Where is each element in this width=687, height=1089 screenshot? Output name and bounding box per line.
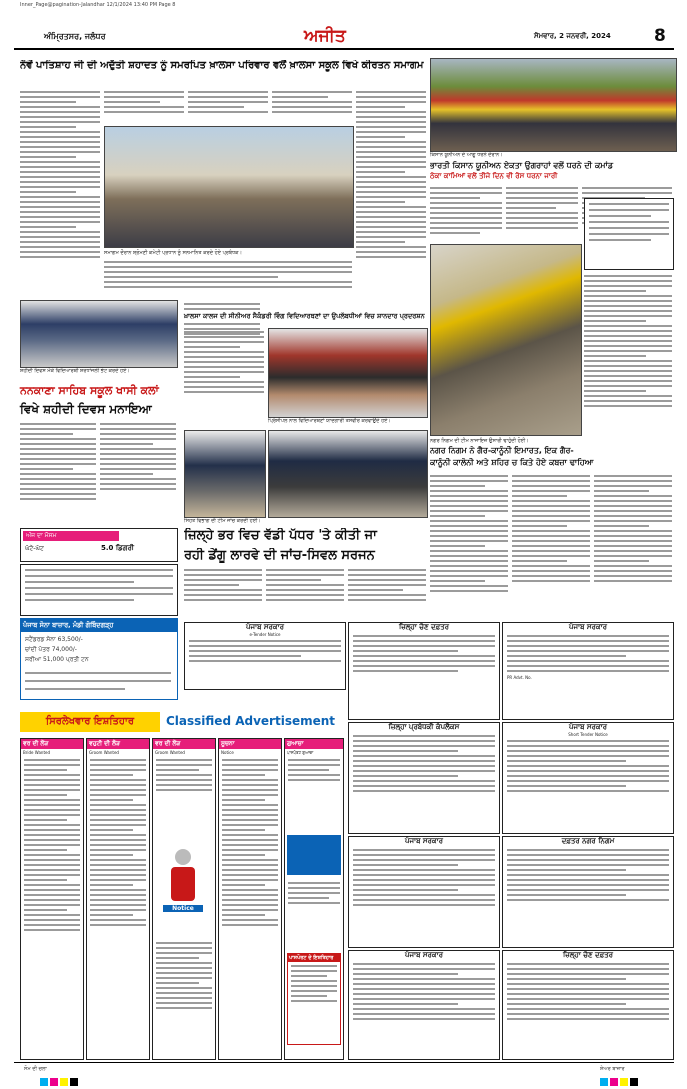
masthead-city: ਅੰਮ੍ਰਿਤਸਰ, ਜਲੰਧਰ	[44, 32, 106, 41]
gov-notice-7	[502, 836, 674, 948]
demolition-text-col2	[512, 472, 590, 620]
info-table	[20, 564, 178, 616]
health-headline1: ਜ਼ਿਲ੍ਹੇ ਭਰ ਵਿਚ ਵੱਡੀ ਪੱਧਰ 'ਤੇ ਕੀਤੀ ਜਾ	[184, 528, 377, 543]
lead-photo	[104, 126, 354, 248]
market-silver: ਚਾਂਦੀ ਪੱਤਰ 74,000/-	[25, 646, 77, 653]
classified-col1-sub: Bride Wanted	[23, 750, 51, 755]
weather-box	[20, 528, 178, 562]
gov-notice-5-title: ਪੰਜਾਬ ਸਰਕਾਰ	[568, 723, 607, 731]
lead-text-col5	[356, 88, 426, 296]
gov-notice-6	[348, 836, 500, 948]
gov-notice-9-title: ਜ਼ਿਲ੍ਹਾ ਚੋਣ ਦਫ਼ਤਰ	[562, 951, 614, 959]
classified-image-ad	[287, 835, 341, 875]
market-gold: ਸਟੈਂਡਰਡ ਸੋਨਾ 63,500/-	[25, 636, 83, 643]
classified-col-3	[152, 738, 216, 1060]
registration-swatch-yellow	[60, 1078, 68, 1086]
footer-left: ਸੋਮ ਦੀ ਚਲਾ	[24, 1066, 47, 1072]
weather-label: ਅੱਜ ਦਾ ਮੌਸਮ	[23, 531, 119, 541]
masthead-rule	[14, 48, 674, 50]
classified-title-en: Classified Advertisement	[166, 714, 336, 728]
classified-col-2	[86, 738, 150, 1060]
weather-value: 5.0 ਡਿਗਰੀ	[101, 544, 134, 552]
gov-notice-5	[502, 722, 674, 834]
lead-photo-caption: ਸਮਾਗਮ ਦੌਰਾਨ ਸ਼੍ਰੋਮਣੀ ਕਮੇਟੀ ਪ੍ਰਧਾਨ ਨੂੰ ਸਨਮਾਨਿਤ ਕਰਦੇ ਹੋਏ ਪ੍ਰਬੰਧਕ।	[104, 250, 242, 256]
gov-notice-4-title: ਜ਼ਿਲ੍ਹਾ ਪ੍ਰਬੰਧਕੀ ਕੰਪਲੈਕਸ	[388, 723, 460, 731]
protest-text-col2	[506, 184, 578, 240]
market-steel: ਸਰੀਆ 51,000 ਪ੍ਰਤੀ ਟਨ	[25, 656, 89, 663]
registration-swatch-magenta	[50, 1078, 58, 1086]
demolition-side-col	[584, 272, 672, 438]
market-title: ਪੰਜਾਬ ਸੋਨਾ ਬਾਜ਼ਾਰ, ਮੰਡੀ ਗੋਬਿੰਦਗੜ੍ਹ	[21, 619, 177, 632]
classified-col-5	[284, 738, 344, 1060]
masthead	[14, 26, 674, 46]
gov-notice-2-title: ਜ਼ਿਲ੍ਹਾ ਚੋਣ ਦਫ਼ਤਰ	[398, 623, 450, 631]
registration-swatch-black-2	[630, 1078, 638, 1086]
school-headline1: ਨਨਕਾਣਾ ਸਾਹਿਬ ਸਕੂਲ ਖਾਸੀ ਕਲਾਂ	[20, 384, 159, 397]
classified-header	[20, 712, 342, 734]
passport-box-title: ਪਾਸਪੋਰਟ ਦੇ ਇਸ਼ਤਿਹਾਰ	[288, 954, 340, 962]
function-photo-left	[184, 430, 266, 518]
demolition-photo	[430, 244, 582, 436]
protest-photo	[430, 58, 677, 152]
classified-col4-sub: Notice	[221, 750, 234, 755]
protest-headline1: ਭਾਰਤੀ ਕਿਸਾਨ ਯੂਨੀਅਨ ਏਕਤਾ ਉਗਰਾਹਾਂ ਵਲੋਂ ਧਰਨੇ ਦੀ ਕਮਾਂਡ	[430, 161, 614, 170]
function-caption: ਸਿਹਤ ਵਿਭਾਗ ਦੀ ਟੀਮ ਜਾਂਚ ਕਰਦੀ ਹੋਈ।	[184, 518, 261, 524]
demolition-text-col3	[594, 472, 672, 620]
lead-text-col2	[104, 88, 184, 122]
demolition-text-col1	[430, 472, 508, 620]
lead-headline: ਨੌਵੇਂ ਪਾਤਿਸ਼ਾਹ ਜੀ ਦੀ ਅਦੁੱਤੀ ਸ਼ਹਾਦਤ ਨੂੰ ਸਮਰਪਿਤ ਖ਼ਾਲਸਾ ਪਰਿਵਾਰ ਵਲੋਂ ਖ਼ਾਲਸਾ ਸਕੂਲ ਵਿਖੇ ਕੀਰਤਨ ਸਮਾਗਮ	[20, 60, 424, 71]
school-photo	[20, 300, 178, 368]
footer-right: ਸ਼ੇਅਰ ਬਾਜ਼ਾਰ	[600, 1066, 625, 1072]
gov-notice-4	[348, 722, 500, 834]
classified-title-pa: ਸਿਰਲੇਖਵਾਰ ਇਸ਼ਤਿਹਾਰ	[20, 712, 160, 732]
notice-figure-body-icon	[171, 867, 195, 901]
health-text-col1	[184, 566, 262, 618]
classified-col2-head: ਵਹੁਟੀ ਦੀ ਲੋੜ	[87, 739, 149, 749]
gov-notice-5-tender: Short Tender Notice	[568, 732, 608, 737]
passport-box	[287, 953, 341, 1045]
school-headline2: ਵਿਖੇ ਸ਼ਹੀਦੀ ਦਿਵਸ ਮਨਾਇਆ	[20, 402, 152, 416]
college-text-col	[184, 328, 264, 422]
gov-notice-1-title: ਪੰਜਾਬ ਸਰਕਾਰ	[245, 623, 284, 631]
classified-col1-head: ਵਰ ਦੀ ਲੋੜ	[21, 739, 83, 749]
notice-figure	[163, 849, 203, 929]
classified-col6-head: ਗੁਆਚਾ	[285, 739, 343, 749]
market-box	[20, 618, 178, 700]
demolition-caption: ਨਗਰ ਨਿਗਮ ਦੀ ਟੀਮ ਨਾਜਾਇਜ਼ ਉਸਾਰੀ ਢਾਹੁੰਦੀ ਹੋਈ।	[430, 438, 529, 444]
college-headline: ਖ਼ਾਲਸਾ ਕਾਲਜ ਦੀ ਸੀਨੀਅਰ ਸੈਕੰਡਰੀ ਵਿੰਗ ਵਿਦਿਆਰਥਣਾਂ ਦਾ ਉਪਲੱਬਧੀਆਂ ਵਿਚ ਸ਼ਾਨਦਾਰ ਪ੍ਰਦਰਸ਼ਨ	[184, 312, 425, 320]
gov-notice-3	[502, 622, 674, 720]
classified-col-4	[218, 738, 282, 1060]
protest-caption: ਕਿਸਾਨ ਯੂਨੀਅਨ ਦੇ ਆਗੂ ਧਰਨੇ ਦੌਰਾਨ।	[430, 152, 503, 158]
college-caption: ਪ੍ਰਿੰਸੀਪਲ ਨਾਲ ਵਿਦਿਆਰਥਣਾਂ ਯਾਦਗਾਰੀ ਤਸਵੀਰ ਕਰਵਾਉਂਦੇ ਹੋਏ।	[268, 418, 391, 424]
classified-col4-head: ਸੂਚਨਾ	[219, 739, 281, 749]
lead-text-col3	[188, 88, 268, 122]
function-photo-right	[268, 430, 428, 518]
health-text-col2	[266, 566, 344, 618]
gov-notice-8-title: ਪੰਜਾਬ ਸਰਕਾਰ	[404, 951, 443, 959]
lead-text-col4	[272, 88, 352, 122]
right-notice-box	[584, 198, 674, 270]
registration-swatch-magenta-2	[610, 1078, 618, 1086]
health-text-col3	[348, 566, 426, 618]
page-number: 8	[654, 26, 666, 46]
registration-swatch-yellow-2	[620, 1078, 628, 1086]
notice-figure-head-icon	[175, 849, 191, 865]
notice-figure-label: Notice	[163, 905, 203, 912]
school-text-col1	[20, 420, 96, 524]
gov-notice-7-title: ਦਫ਼ਤਰ ਨਗਰ ਨਿਗਮ	[561, 837, 615, 845]
gov-notice-9	[502, 950, 674, 1060]
protest-text-col1	[430, 184, 502, 240]
classified-col3-sub: Groom Wanted	[155, 750, 185, 755]
lead-text-under-photo	[104, 258, 352, 298]
demolition-headline2: ਕਾਨੂੰਨੀ ਕਾਲੋਨੀ ਅਤੇ ਸ਼ਹਿਰ ਚ ਕਿਤੇ ਹੋਏ ਕਬਜ਼ਾ ਢਾਹਿਆ	[430, 458, 594, 467]
demolition-headline1: ਨਗਰ ਨਿਗਮ ਨੇ ਗੈਰ-ਕਾਨੂੰਨੀ ਇਮਾਰਤ, ਇਕ ਗੈਰ-	[430, 446, 574, 455]
protest-headline2: ਠੇਕਾ ਕਾਮਿਆਂ ਵਲੋਂ ਤੀਜੇ ਦਿਨ ਵੀ ਰੋਸ ਧਰਨਾ ਜਾਰੀ	[430, 172, 558, 180]
weather-temp-label: ਘੱਟੋ-ਘੱਟ	[25, 545, 44, 552]
gov-notice-1-tender: e-Tender Notice	[249, 632, 281, 637]
school-text-col2	[100, 420, 176, 524]
gov-notice-6-title: ਪੰਜਾਬ ਸਰਕਾਰ	[404, 837, 443, 845]
school-caption: ਸ਼ਹੀਦੀ ਦਿਵਸ ਮੌਕੇ ਵਿਦਿਆਰਥੀ ਸ਼ਰਧਾਂਜਲੀ ਭੇਟ ਕਰਦੇ ਹੋਏ।	[20, 368, 130, 374]
footer-rule	[14, 1062, 674, 1063]
classified-col2-sub: Groom Wanted	[89, 750, 119, 755]
gov-notice-8	[348, 950, 500, 1060]
gov-notice-3-pr: PR Advt. No.	[507, 675, 532, 680]
registration-swatch-black	[70, 1078, 78, 1086]
classified-col3-head: ਵਰ ਦੀ ਲੋੜ	[153, 739, 215, 749]
gov-notice-2	[348, 622, 500, 720]
gov-notice-3-title: ਪੰਜਾਬ ਸਰਕਾਰ	[568, 623, 607, 631]
classified-col6-sub: ਪਾਸਪੋਰਟ ਗੁਆਚਾ	[287, 750, 314, 755]
lead-text-col1	[20, 88, 100, 296]
registration-swatch-cyan	[40, 1078, 48, 1086]
gov-notice-1	[184, 622, 346, 690]
registration-swatch-cyan-2	[600, 1078, 608, 1086]
college-photo	[268, 328, 428, 418]
health-headline2: ਰਹੀ ਡੇਂਗੂ ਲਾਰਵੇ ਦੀ ਜਾਂਚ-ਸਿਵਲ ਸਰਜਨ	[184, 548, 375, 563]
classified-col-1	[20, 738, 84, 1060]
masthead-title: ਅਜੀਤ	[304, 26, 346, 46]
printer-strip: Inner_Page@pagination-Jalandhar 12/1/2024 13:40 PM Page 8	[20, 2, 176, 8]
masthead-date: ਸੋਮਵਾਰ, 2 ਜਨਵਰੀ, 2024	[534, 32, 611, 40]
